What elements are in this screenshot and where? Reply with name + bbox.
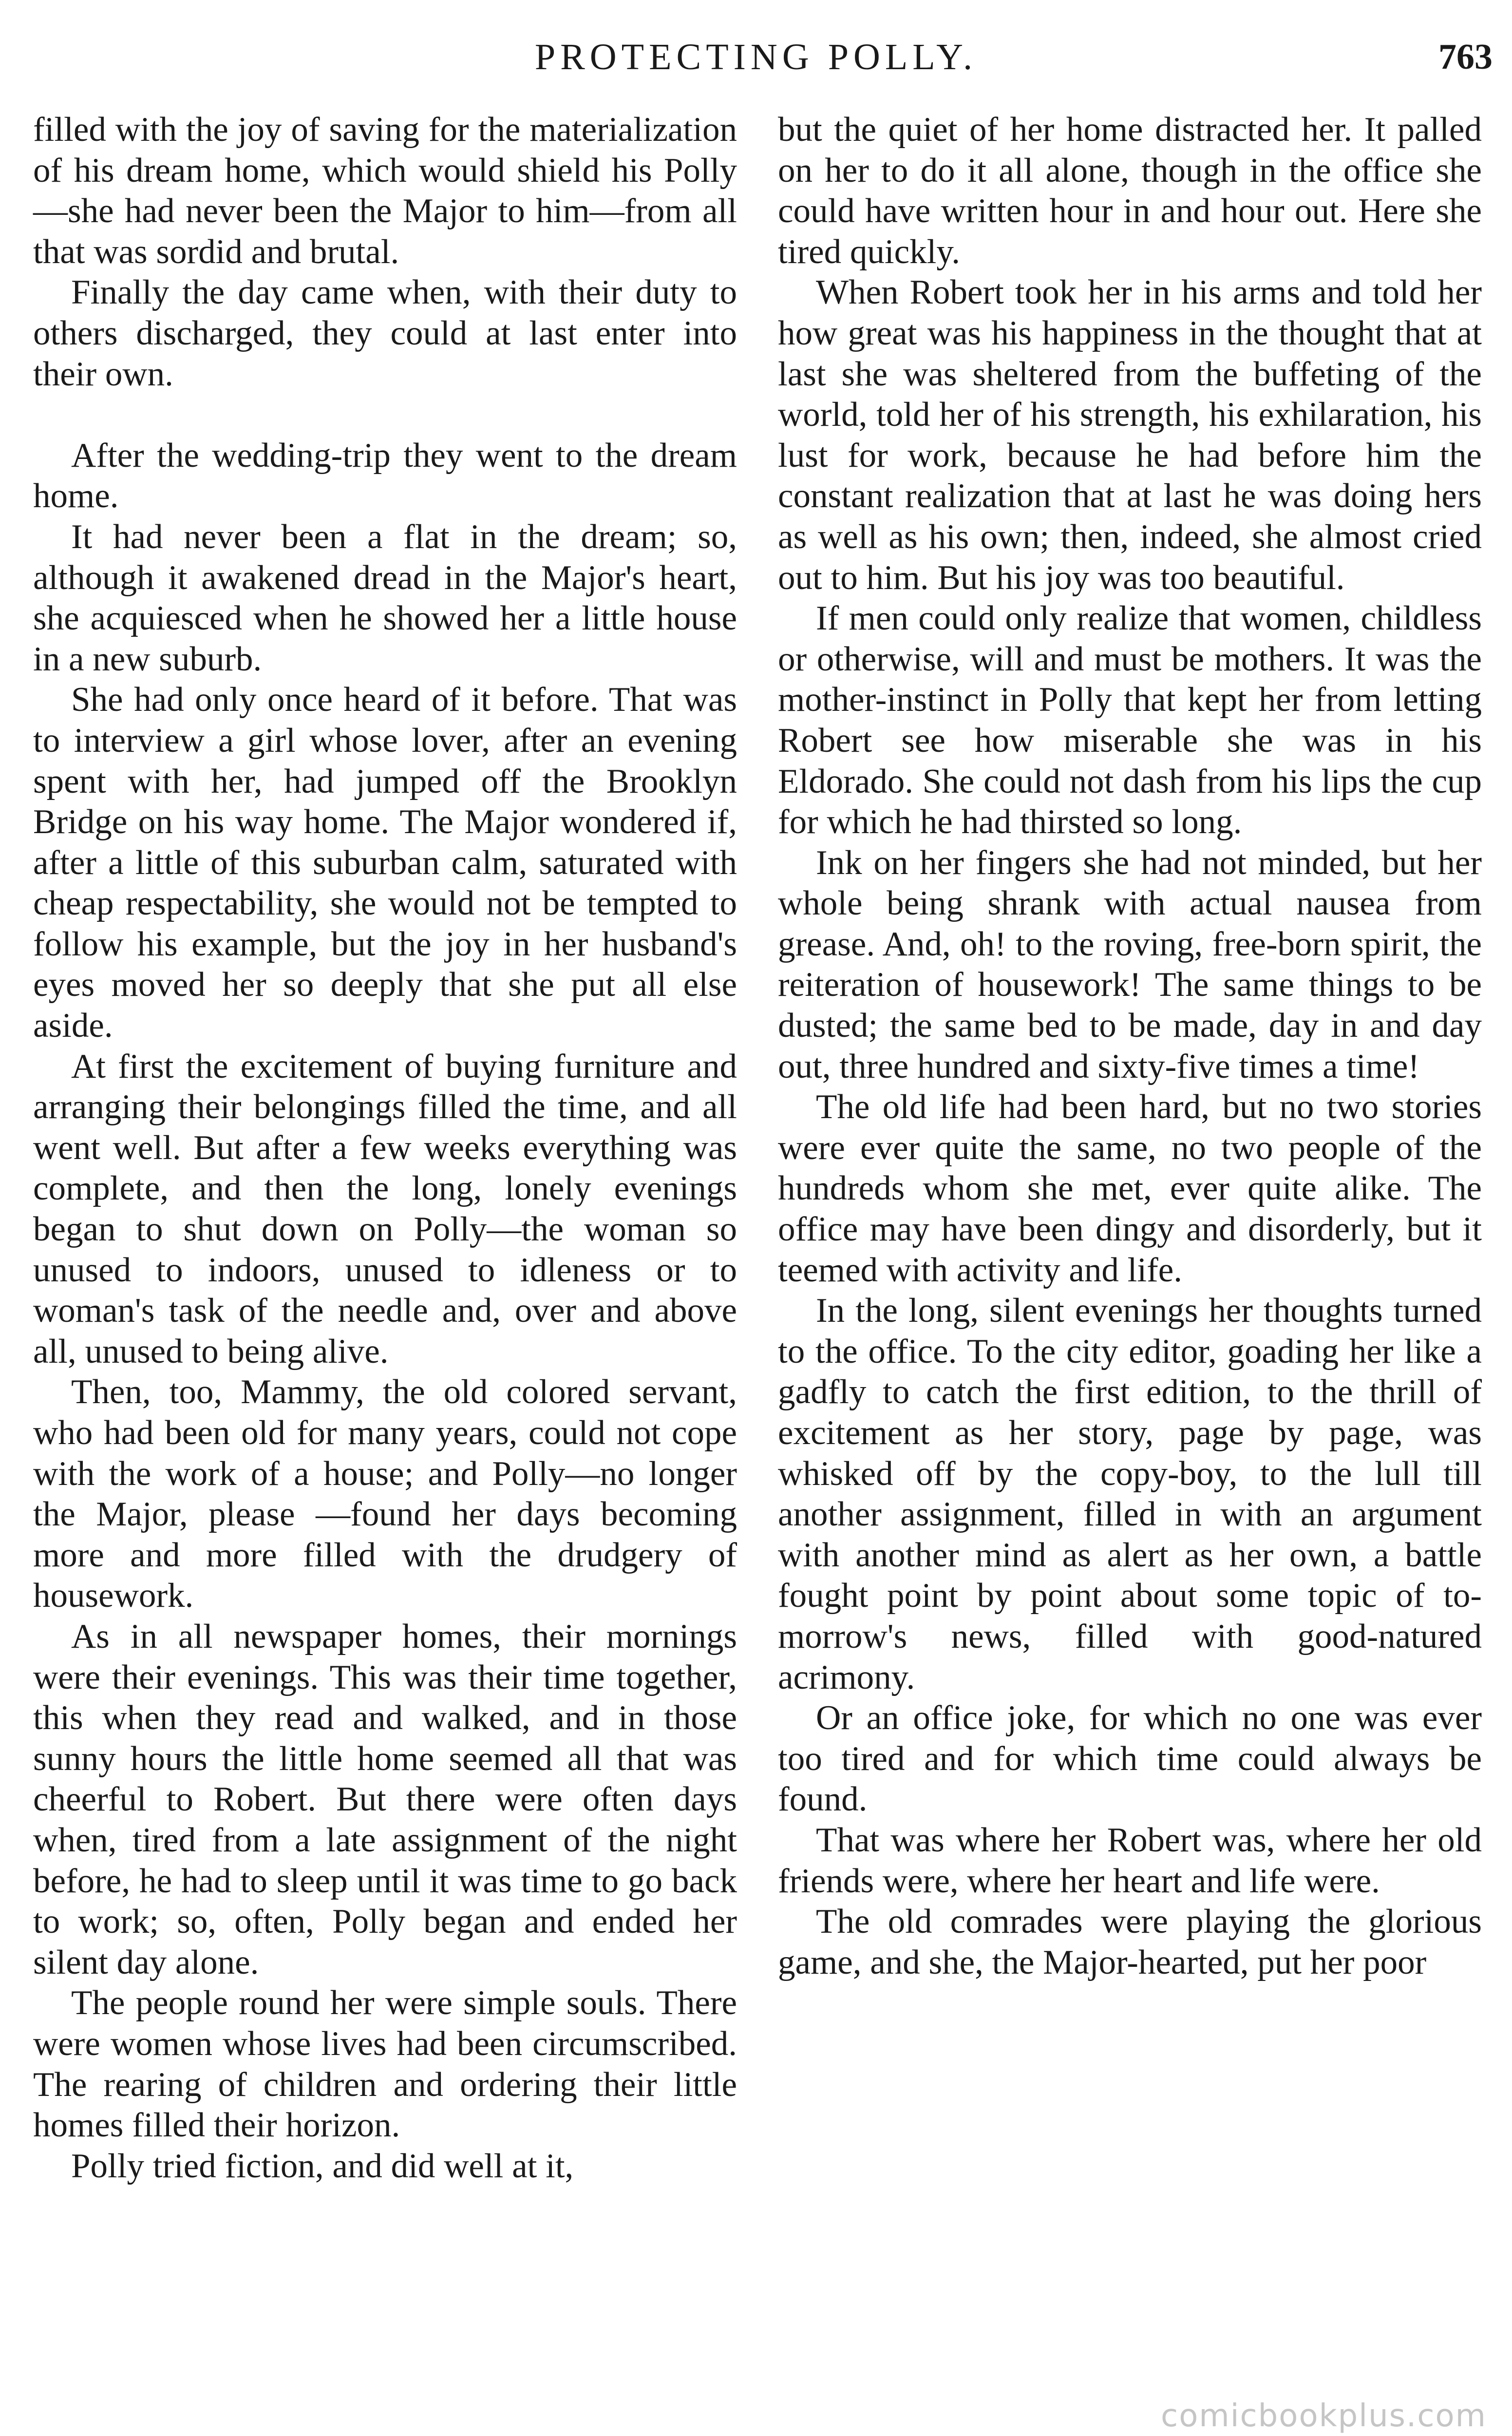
paragraph: In the long, silent evenings her thoughts turned to the office. To the city editor, goading her like a gadfly to catch the first edition, to the thrill of excitement as her story, page by page, was whisked off by the copy-boy, to the lull till another assignment, filled in with an argument with another mind as alert as her own, a battle fought point by point about some topic of to-morrow's news, filled with good-natured acrimony. bbox=[778, 1292, 1482, 1696]
paragraph: Polly tried fiction, and did well at it, bbox=[71, 2147, 574, 2185]
running-head bbox=[0, 30, 1512, 84]
paragraph: Then, too, Mammy, the old colored servant, who had been old for many years, could not cope with the work of a house; and Polly—no longer the Major, please —found her days becoming more and more filled with the drudgery of housework. bbox=[33, 1373, 737, 1615]
paragraph: It had never been a flat in the dream; so, although it awakened dread in the Major's heart, she acquiesced when he showed her a little house in a new suburb. bbox=[33, 517, 737, 678]
paragraph: The people round her were simple souls. There were women whose lives had been circumscribed. The rearing of children and ordering their little homes filled their horizon. bbox=[33, 1984, 737, 2145]
paragraph: When Robert took her in his arms and told her how great was his happiness in the thought that at last she was sheltered from the buffeting of the world, told her of his strength, his exhilaration, his lust for work, because he had before him the constant realization that at last he was doing hers as well as his own; then, indeed, she almost cried out to him. But his joy was too beautiful. bbox=[778, 273, 1482, 597]
paragraph: The old comrades were playing the glorious game, and she, the Major-hearted, put her poor bbox=[778, 1903, 1482, 1981]
paragraph: Ink on her fingers she had not minded, but her whole being shrank with actual nausea from grease. And, oh! to the roving, free-born spirit, the reiteration of housework! The same things to be dusted; the same bed to be made, day in and day out, three hundred and sixty-five times a time! bbox=[778, 843, 1482, 1085]
paragraph: Finally the day came when, with their duty to others discharged, they could at last enter into their own. bbox=[33, 273, 737, 393]
paragraph: That was where her Robert was, where her old friends were, where her heart and life were. bbox=[778, 1821, 1482, 1900]
left-column bbox=[33, 110, 737, 2187]
paragraph: Or an office joke, for which no one was ever too tired and for which time could always be found. bbox=[778, 1699, 1482, 1819]
watermark: comicbookplus.com bbox=[1161, 2398, 1487, 2434]
running-title: PROTECTING POLLY. bbox=[534, 37, 978, 77]
paragraph: filled with the joy of saving for the materialization of his dream home, which would shield his Polly—she had never been the Major to him—from all that was sordid and brutal. bbox=[33, 111, 737, 271]
paragraph: As in all newspaper homes, their mornings were their evenings. This was their time together, this when they read and walked, and in those sunny hours the little home seemed all that was cheerful to Robert. But there were often days when, tired from a late assignment of the night before, he had to sleep until it was time to go back to work; so, often, Polly began and ended her silent day alone. bbox=[33, 1617, 737, 1981]
paragraph: At first the excitement of buying furniture and arranging their belongings filled the time, and all went well. But after a few weeks everything was complete, and then the long, lonely evenings began to shut down on Polly—the woman so unused to indoors, unused to idleness or to woman's task of the needle and, over and above all, unused to being alive. bbox=[33, 1047, 737, 1370]
paragraph: The old life had been hard, but no two stories were ever quite the same, no two people of the hundreds whom she met, ever quite alike. The office may have been dingy and disorderly, but it teemed with activity and life. bbox=[778, 1088, 1482, 1289]
page-number: 763 bbox=[1438, 37, 1493, 77]
paragraph: but the quiet of her home distracted her. It palled on her to do it all alone, though in the office she could have written hour in and hour out. Here she tired quickly. bbox=[778, 111, 1482, 271]
right-column bbox=[778, 110, 1482, 1983]
paragraph: She had only once heard of it before. That was to interview a girl whose lover, after an evening spent with her, had jumped off the Brooklyn Bridge on his way home. The Major wondered if, after a little of this suburban calm, saturated with cheap respectability, she would not be tempted to follow his example, but the joy in her husband's eyes moved her so deeply that she put all else aside. bbox=[33, 681, 737, 1045]
paragraph: If men could only realize that women, childless or otherwise, will and must be mothers. It was the mother-instinct in Polly that kept her from letting Robert see how miserable she was in his Eldorado. She could not dash from his lips the cup for which he had thirsted so long. bbox=[778, 599, 1482, 841]
paragraph: After the wedding-trip they went to the dream home. bbox=[33, 436, 737, 515]
